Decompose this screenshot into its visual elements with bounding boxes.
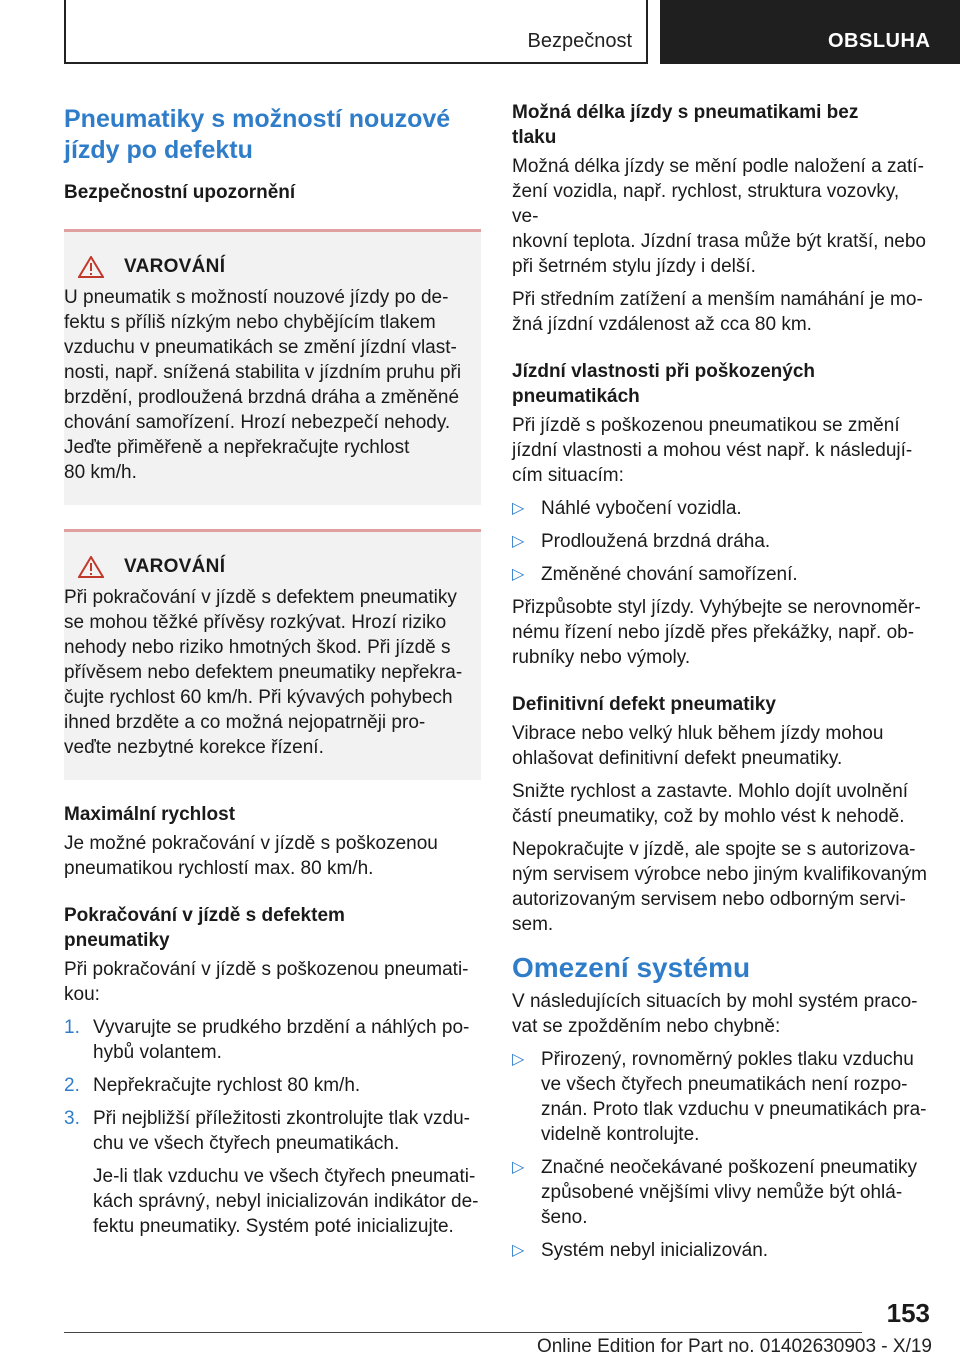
- warning-text: U pneumatik s možností nouzové jízdy po de- fektu s příliš nízkým nebo chybějícím tlakem vzduchu v pneumatikách se změní jízdní vlast- nosti, např. snížená stabilita v jízdním pruhu při brzdění, prodloužená brzdná dráha a změněné chování samořízení. Hrozí nebezpečí nehody. Jeďte přiměřeně a nepřekračujte rychlost 80 km/h.: [64, 287, 462, 483]
- left-column: [64, 100, 481, 1247]
- continue-heading: Pokračování v jízdě s defektem pneumatiky: [64, 905, 345, 951]
- list-item: ▷ Systém nebyl inicializován.: [512, 1240, 769, 1261]
- props-list: [512, 496, 930, 587]
- continue-intro: Při pokračování v jízdě s poškozenou pneumati- kou:: [64, 959, 469, 1005]
- list-item: 3. Při nejbližší příležitosti zkontrolujte tlak vzdu- chu ve všech čtyřech pneumatikách. Je-li tlak vzduchu ve všech čtyřech pneumati- kách správný, nebyl inicializován indikátor de- fektu pneumatiky. Systém poté inicializujte.: [64, 1106, 481, 1239]
- warning-title: VAROVÁNÍ: [124, 256, 226, 277]
- warning-title: VAROVÁNÍ: [124, 556, 226, 577]
- warning-triangle-icon: [78, 256, 104, 278]
- props-text-2: Přizpůsobte styl jízdy. Vyhýbejte se nerovnoměr- nému řízení nebo jízdě přes překážky, např. ob- rubníky nebo výmoly.: [512, 597, 921, 668]
- step-number: 1.: [64, 1017, 80, 1038]
- props-text-1: Při jízdě s poškozenou pneumatikou se změní jízdní vlastnosti a mohou vést např. k následují- cím situacím:: [512, 415, 913, 486]
- section-title: Bezpečnost: [527, 30, 632, 52]
- range-heading: Možná délka jízdy s pneumatikami bez tlaku: [512, 102, 859, 148]
- list-item: ▷ Značné neočekávané poškození pneumatiky způsobené vnějšími vlivy nemůže být ohlá- šeno.: [512, 1157, 918, 1228]
- limits-heading: Omezení systému: [512, 952, 751, 983]
- chapter-title: OBSLUHA: [828, 30, 931, 52]
- warning-triangle-icon: [78, 556, 104, 578]
- defect-text-3: Nepokračujte v jízdě, ale spojte se s autorizova- ným servisem výrobce nebo jiným kvalifikovaným autorizovaným servisem nebo odborným servi- sem.: [512, 839, 927, 935]
- max-speed-text: Je možné pokračování v jízdě s poškozenou pneumatikou rychlostí max. 80 km/h.: [64, 833, 438, 879]
- chapter-tab: [660, 0, 960, 64]
- list-item: ▷ Přirozený, rovnoměrný pokles tlaku vzduchu ve všech čtyřech pneumatikách není rozpo- znán. Proto tlak vzduchu v pneumatikách pra- videlně kontrolujte.: [512, 1049, 927, 1145]
- defect-text-2: Snižte rychlost a zastavte. Mohlo dojít uvolnění částí pneumatiky, což by mohlo vést k nehodě.: [512, 781, 909, 827]
- triangle-bullet-icon: ▷: [512, 533, 525, 550]
- max-speed-heading: Maximální rychlost: [64, 804, 236, 825]
- props-heading: Jízdní vlastnosti při poškozených pneumatikách: [512, 361, 816, 407]
- range-text-2: Při středním zatížení a menším namáhání je mo- žná jízdní vzdálenost až cca 80 km.: [512, 289, 923, 335]
- triangle-bullet-icon: ▷: [512, 500, 525, 517]
- step-number: 3.: [64, 1108, 80, 1129]
- warning-box-2: [64, 529, 481, 780]
- step-number: 2.: [64, 1075, 80, 1096]
- list-item: ▷ Změněné chování samořízení.: [512, 564, 798, 585]
- steps-list: [64, 1015, 481, 1239]
- right-column: [512, 100, 930, 1271]
- step-note: Je-li tlak vzduchu ve všech čtyřech pneumati- kách správný, nebyl inicializován indikátor de- fektu pneumatiky. Systém poté inicializujte.: [93, 1166, 479, 1237]
- triangle-bullet-icon: ▷: [512, 566, 525, 583]
- page-number: 153: [886, 1298, 930, 1328]
- safety-heading: Bezpečnostní upozornění: [64, 182, 296, 203]
- range-text-1: Možná délka jízdy se mění podle naložení a zatí- žení vozidla, např. rychlost, struktura vozovky, ve- nkovní teplota. Jízdní trasa může být kratší, nebo při šetrném stylu jízdy i delší.: [512, 156, 926, 277]
- limits-list: [512, 1047, 930, 1263]
- defect-text-1: Vibrace nebo velký hluk během jízdy mohou ohlašovat definitivní defekt pneumatiky.: [512, 723, 884, 769]
- triangle-bullet-icon: ▷: [512, 1242, 525, 1259]
- list-item: ▷ Náhlé vybočení vozidla.: [512, 498, 742, 519]
- header-section-box: [64, 0, 648, 64]
- warning-box-1: [64, 229, 481, 505]
- page-title: Pneumatiky s možností nouzové jízdy po defektu: [64, 105, 451, 164]
- defect-heading: Definitivní defekt pneumatiky: [512, 694, 776, 715]
- list-item: 2. Nepřekračujte rychlost 80 km/h.: [64, 1075, 361, 1096]
- edition-note: Online Edition for Part no. 01402630903 - X/19: [536, 1336, 932, 1357]
- warning-text: Při pokračování v jízdě s defektem pneumatiky se mohou těžké přívěsy rozkývat. Hrozí riziko nehody nebo riziko hmotných škod. Při jízdě s přívěsem nebo defektem pneumatiky nepřekra- čujte rychlost 60 km/h. Při kývavých pohybech ihned brzděte a co možná nejopatrněji pro- veďte nezbytné korekce řízení.: [64, 587, 463, 758]
- list-item: 1. Vyvarujte se prudkého brzdění a náhlých po- hybů volantem.: [64, 1017, 470, 1063]
- triangle-bullet-icon: ▷: [512, 1051, 525, 1068]
- triangle-bullet-icon: ▷: [512, 1159, 525, 1176]
- footer-divider: [64, 1332, 862, 1333]
- list-item: ▷ Prodloužená brzdná dráha.: [512, 531, 771, 552]
- limits-text: V následujících situacích by mohl systém praco- vat se zpožděním nebo chybně:: [512, 991, 918, 1037]
